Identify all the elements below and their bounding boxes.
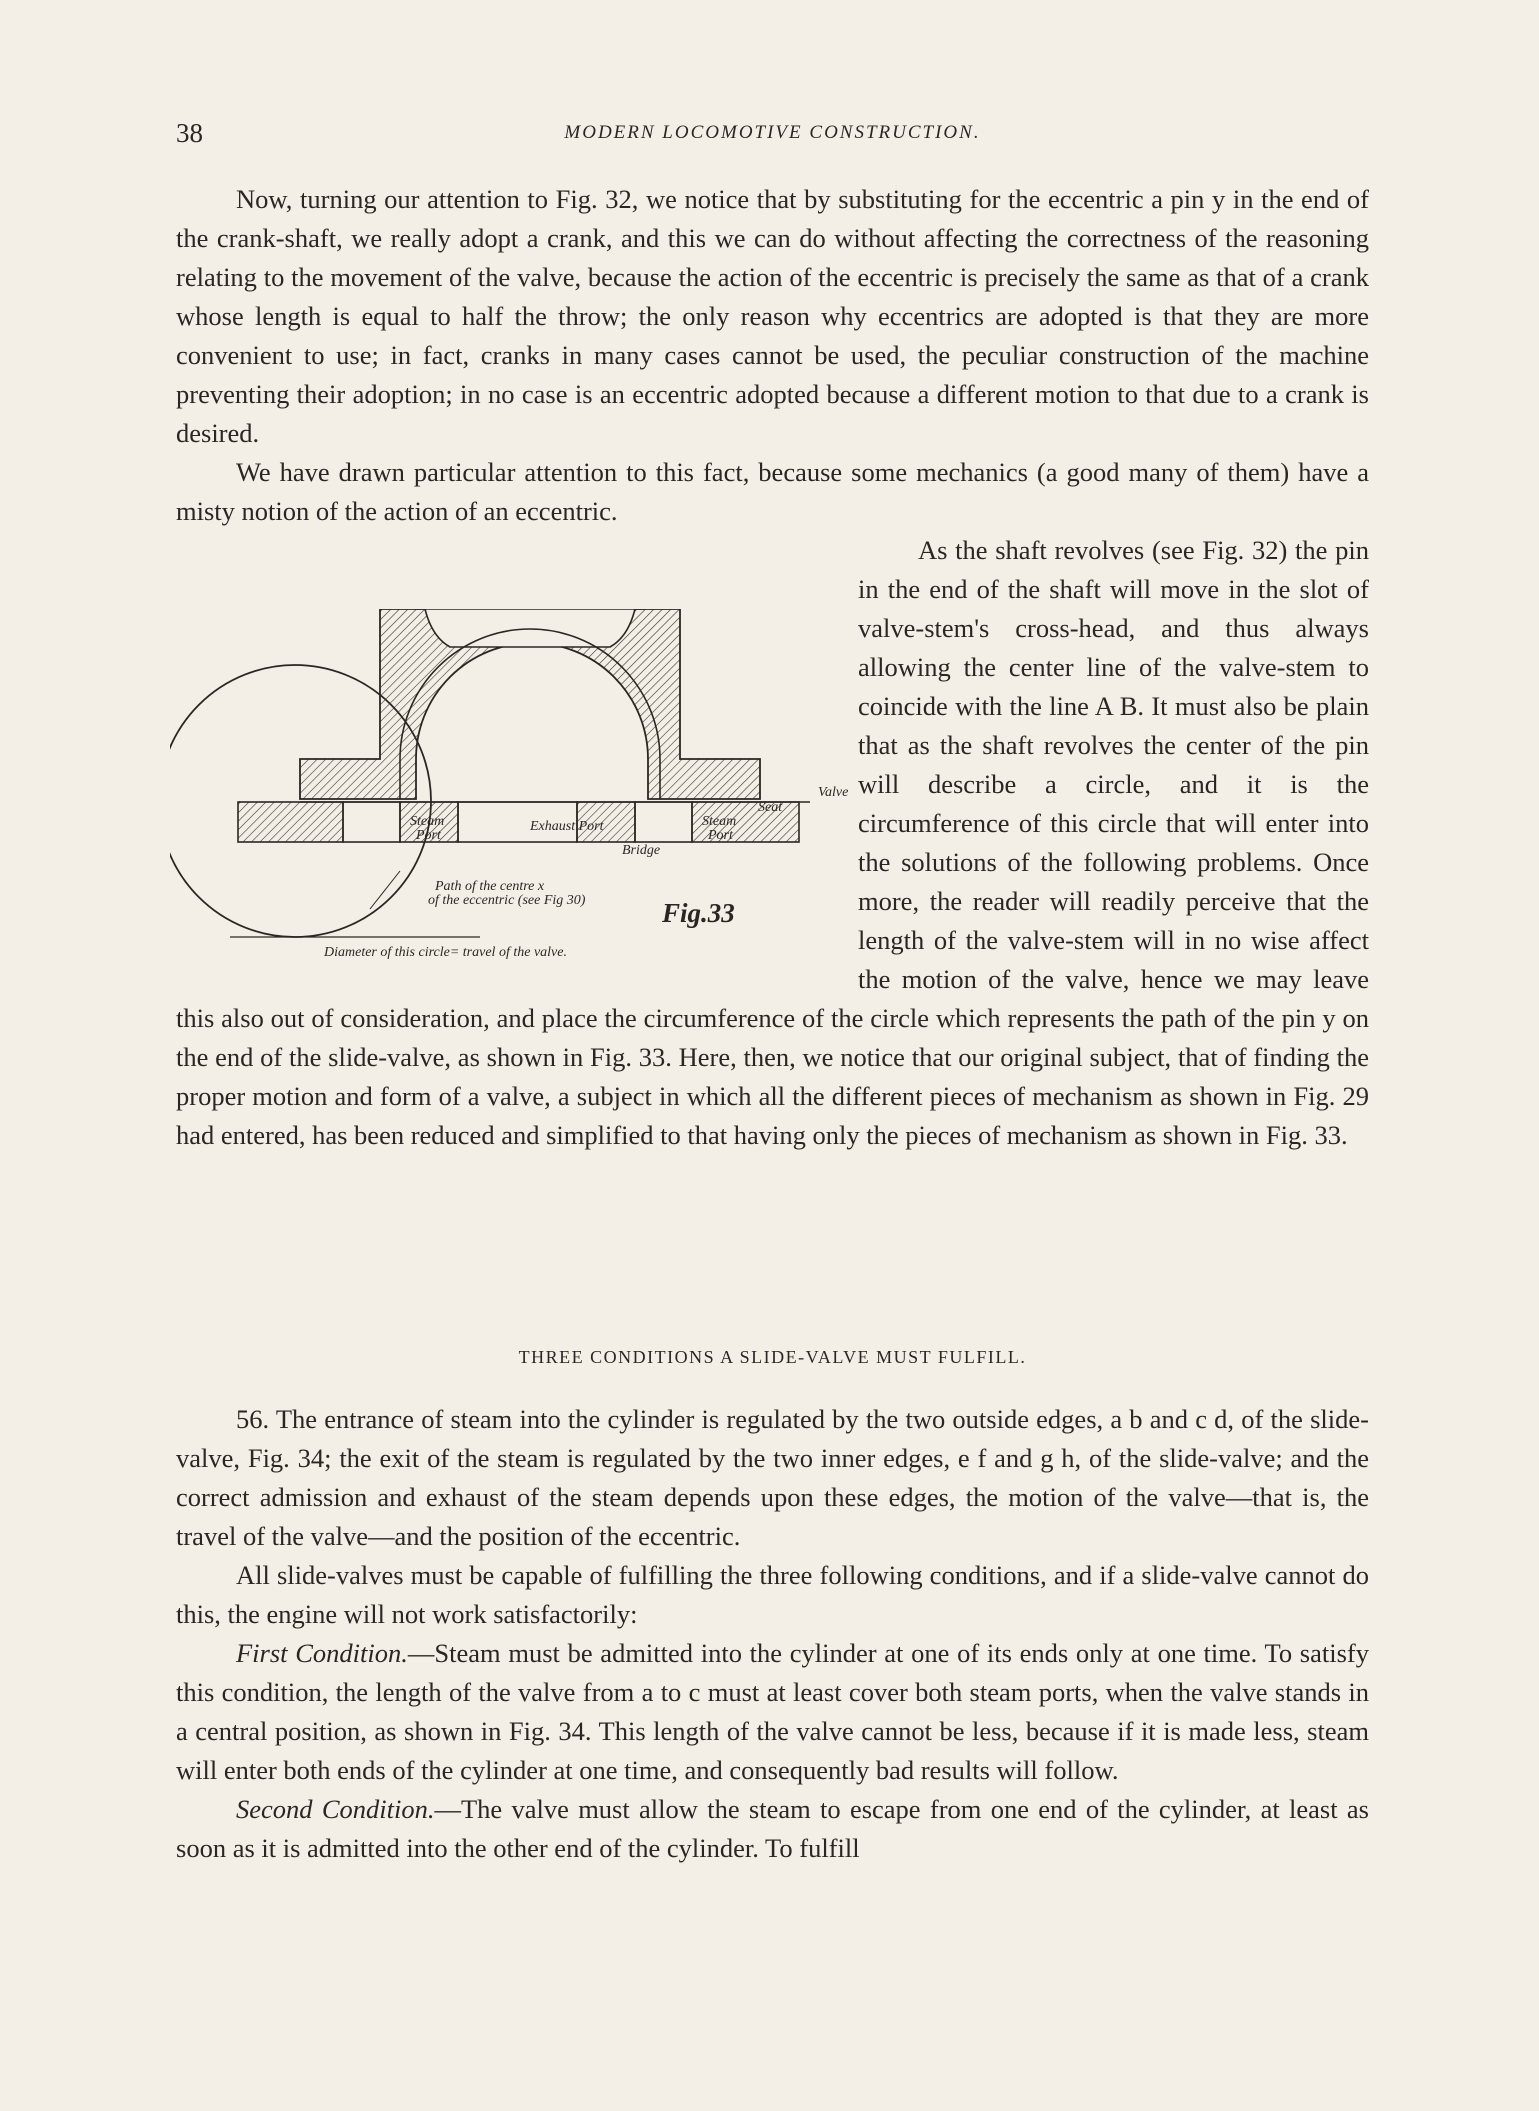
- label-steam-port-right-2: Port: [708, 828, 733, 843]
- label-valve-seat: Valve Seat: [758, 785, 849, 815]
- label-steam-port-left-1: Steam: [410, 814, 445, 829]
- paragraph-4: 56. The entrance of steam into the cylinder is regulated by the two outside edges, a b and c d, of the slide-valve, Fig. 34; the exit of the steam is regulated by the two inner edges, e f and g h, of the slide-valve; and the correct admission and exhaust of the steam depends upon these edges, the motion of the valve—that is, the travel of the valve—and the position of the eccentric.: [176, 1404, 1369, 1551]
- paragraph-5: All slide-valves must be capable of fulfilling the three following conditions, and if a slide-valve cannot do this, the engine will not work satisfactorily:: [176, 1560, 1369, 1629]
- paragraph-2: We have drawn particular attention to this fact, because some mechanics (a good many of them) have a misty notion of the action of an eccentric.: [176, 457, 1369, 526]
- first-condition-text: —Steam must be admitted into the cylinder at one of its ends only at one time. To satisfy this condition, the length of the valve from a to c must at least cover both steam ports, when the valve stands in a central position, as shown in Fig. 34. This length of the valve cannot be less, because if it is made less, steam will enter both ends of the cylinder at one time, and consequently bad results will follow.: [176, 1638, 1369, 1785]
- figure-33: [170, 609, 849, 971]
- label-steam-port-left-2: Port: [416, 828, 441, 843]
- first-condition-lead: First Condition.: [236, 1638, 408, 1668]
- label-path-2: of the eccentric (see Fig 30): [428, 893, 586, 908]
- label-exhaust-port: Exhaust Port: [530, 819, 604, 834]
- page-number: 38: [176, 118, 203, 148]
- paragraph-7: [176, 1790, 1369, 1868]
- valve-seat-left: [238, 802, 343, 842]
- label-path-1: Path of the centre x: [435, 879, 545, 894]
- body-text-lower: [176, 1400, 1369, 1868]
- figure-number: Fig.33: [662, 898, 735, 928]
- label-bridge: Bridge: [622, 843, 661, 858]
- paragraph-3-text: As the shaft revolves (see Fig. 32) the pin in the end of the shaft will move in the slot of valve-stem's cross-head, and thus always allowing the center line of the valve-stem to coincide with the line A B. It must also be plain that as the shaft revolves the center of the pin will describe a circle, and it is the circumference of this circle that will enter into the solutions of the following problems. Once more, the reader will readily perceive that the length of the valve-stem will in no wise affect the motion of the valve, hence we may leave this also out of consideration, and place the circumference of the circle which represents the path of the pin y on the end of the slide-valve, as shown in Fig. 33. Here, then, we notice that our original subject, that of finding the proper motion and form of a valve, a subject in which all the different pieces of mechanism as shown in Fig. 29 had entered, has been reduced and simplified to that having only the pieces of mechanism as shown in Fig. 33.: [176, 535, 1369, 1150]
- paragraph-1: Now, turning our attention to Fig. 32, we notice that by substituting for the eccentric a pin y in the end of the crank-shaft, we really adopt a crank, and this we can do without affecting the correctness of the reasoning relating to the movement of the valve, because the action of the eccentric is precisely the same as that of a crank whose length is equal to half the throw; the only reason why eccentrics are adopted is that they are more convenient to use; in fact, cranks in many cases cannot be used, the peculiar construction of the machine preventing their adoption; in no case is an eccentric adopted because a different motion to that due to a crank is desired.: [176, 184, 1369, 448]
- paragraph-3: [176, 531, 1369, 1155]
- valve-top-recess: [415, 609, 645, 647]
- slide-valve-diagram: [170, 609, 838, 971]
- section-heading: THREE CONDITIONS A SLIDE-VALVE MUST FULFILL.: [518, 1347, 1027, 1367]
- running-title: MODERN LOCOMOTIVE CONSTRUCTION.: [564, 122, 981, 143]
- label-diameter: Diameter of this circle= travel of the valve.: [324, 945, 567, 960]
- body-text-upper: [176, 180, 1369, 1155]
- page-header: [176, 118, 1369, 158]
- paragraph-6: [176, 1634, 1369, 1790]
- second-condition-lead: Second Condition.: [236, 1794, 435, 1824]
- label-steam-port-right-1: Steam: [702, 814, 737, 829]
- second-condition-text: —The valve must allow the steam to escape from one end of the cylinder, at least as soon as it is admitted into the other end of the cylinder. To fulfill: [176, 1794, 1369, 1863]
